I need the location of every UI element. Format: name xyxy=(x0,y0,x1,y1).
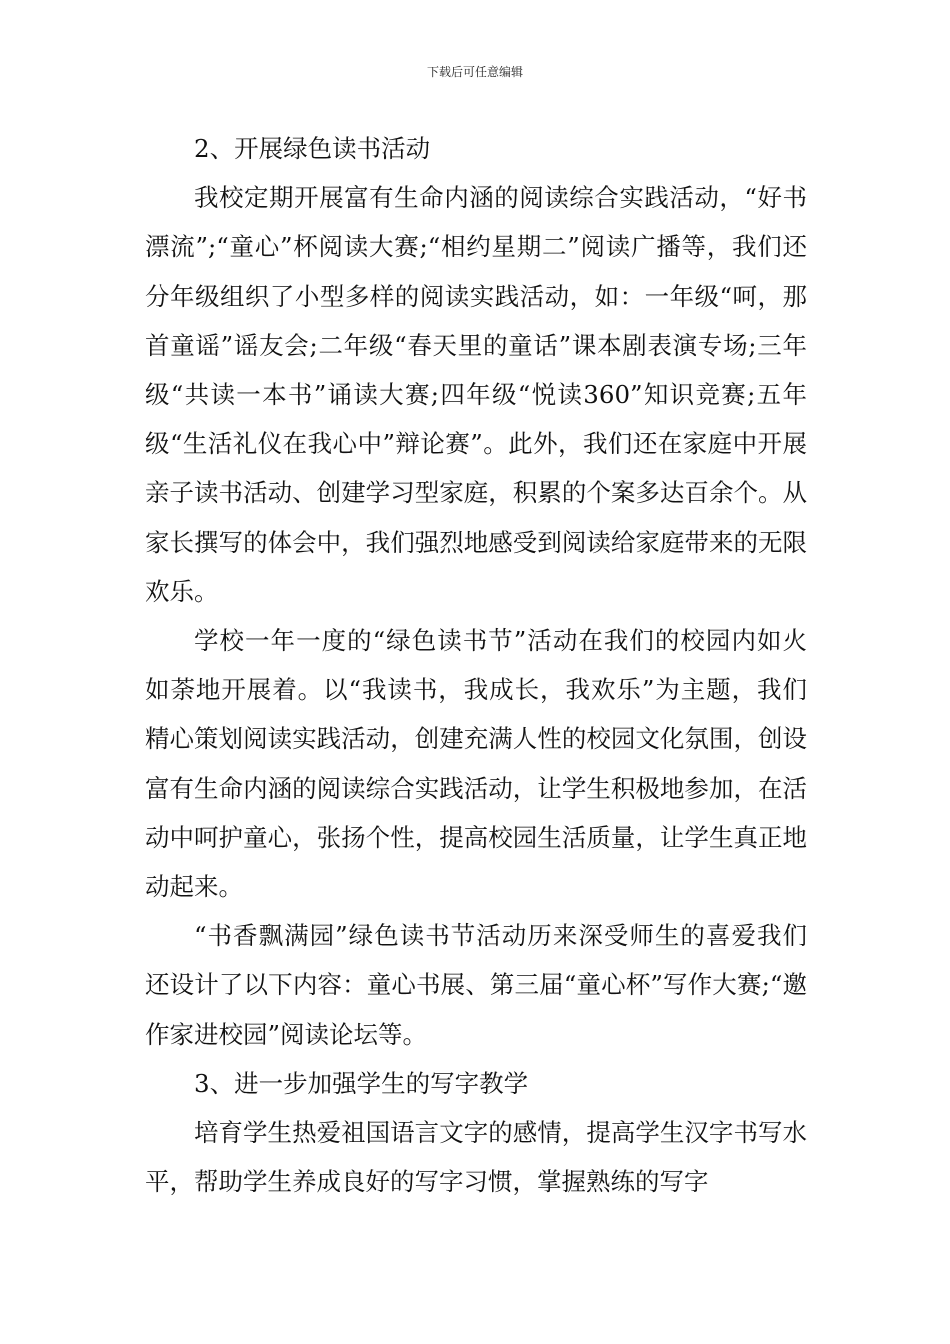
paragraph-festival-content: “书香飘满园”绿色读书节活动历来深受师生的喜爱我们还设计了以下内容：童心书展、第三届“童心杯”写作大赛;“邀作家进校园”阅读论坛等。 xyxy=(145,921,807,1049)
paragraph-reading-festival: 学校一年一度的“绿色读书节”活动在我们的校园内如火如荼地开展着。以“我读书，我成长，我欢乐”为主题，我们精心策划阅读实践活动，创建充满人性的校园文化氛围，创设富有生命内涵的阅读综合实践活动，让学生积极地参加，在活动中呵护童心，张扬个性，提高校园生活质量，让学生真正地动起来。 xyxy=(145,626,807,902)
page-header: 下载后可任意编辑 xyxy=(426,65,523,79)
paragraph-reading-activities: 我校定期开展富有生命内涵的阅读综合实践活动，“好书漂流”;“童心”杯阅读大赛;“相约星期二”阅读广播等，我们还分年级组织了小型多样的阅读实践活动，如：一年级“呵，那首童谣”谣友会;二年级“春天里的童话”课本剧表演专场;三年级“共读一本书”诵读大赛;四年级“悦读360”知识竞赛;五年级“生活礼仪在我心中”辩论赛”。此外，我们还在家庭中开展亲子读书活动、创建学习型家庭，积累的个案多达百余个。从家长撰写的体会中，我们强烈地感受到阅读给家庭带来的无限欢乐。 xyxy=(145,183,807,606)
section-heading-writing: 3、进一步加强学生的写字教学 xyxy=(194,1068,529,1098)
section-heading-green-reading: 2、开展绿色读书活动 xyxy=(194,134,431,163)
paragraph-writing-teaching: 培育学生热爱祖国语言文字的感情，提高学生汉字书写水平，帮助学生养成良好的写字习惯，掌握熟练的写字 xyxy=(145,1118,807,1197)
document-body xyxy=(145,124,807,1206)
